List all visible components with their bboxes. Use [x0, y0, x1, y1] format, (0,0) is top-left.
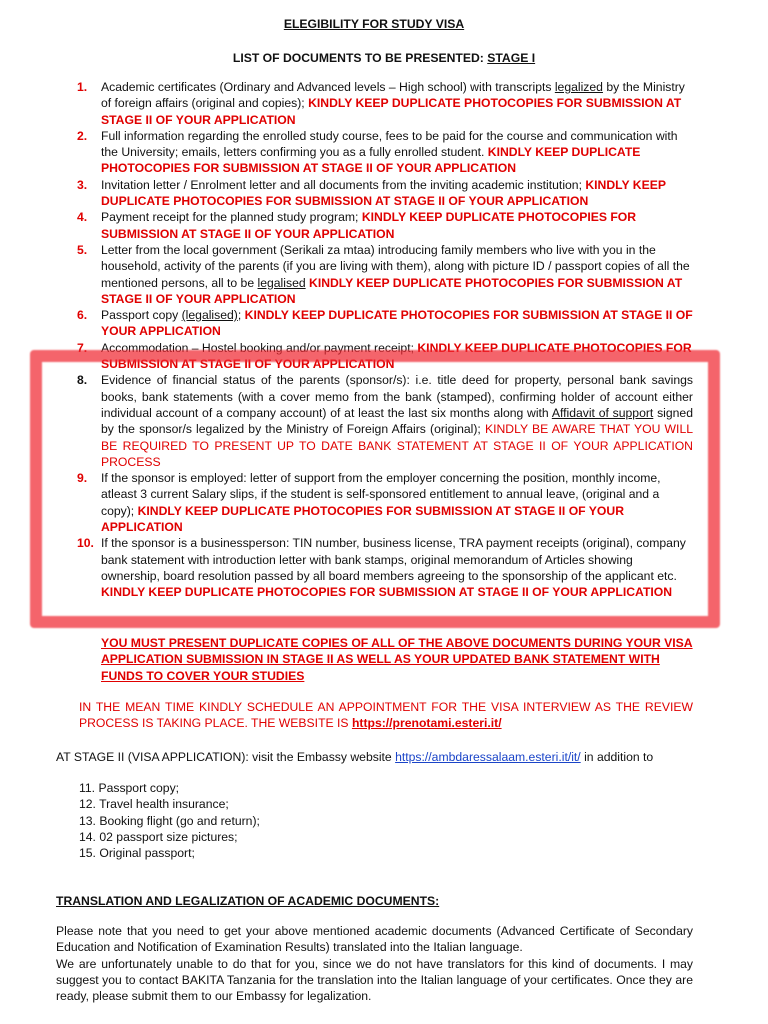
list-item: 9. If the sponsor is employed: letter of support from the employer concerning the position, monthly income, atleast 3 current Salary slips, if the student is self-sponsored entitlement to annual leave, (original and a copy); KINDLY KEEP DUPLICATE PHOTOCOPIES FOR SUBMISSION AT STAGE II OF YOUR APPLICATION — [77, 471, 661, 535]
list-item: 11. Passport copy; — [79, 781, 180, 795]
list-item: 10. If the sponsor is a businessperson: TIN number, business license, TRA payment receipts (original), company bank statement with introduction letter with bank stamps, original memorandum of Articles showing ownership, board resolution passed by all board members agreeing to the sponsorship of the applicant etc. KINDLY KEEP DUPLICATE PHOTOCOPIES FOR SUBMISSION AT STAGE II OF YOUR APPLICATION — [77, 536, 686, 600]
list-item: 3. Invitation letter / Enrolment letter and all documents from the inviting academic institution; KINDLY KEEP DUPLICATE PHOTOCOPIES FOR SUBMISSION AT STAGE II OF YOUR APPLICATION — [77, 177, 666, 209]
list-item: 2. Full information regarding the enrolled study course, fees to be paid for the course and communication with the University; emails, letters confirming you as a fully enrolled student. KINDLY KEEP DUPLICATE PHOTOCOPIES FOR SUBMISSION AT STAGE II OF YOUR APPLICATION — [77, 128, 678, 176]
list-item: 8. Evidence of financial status of the parents (sponsor/s): i.e. title deed for property, personal bank savings books, bank statements (with a cover memo from the bank (stamped), confirming holder of account either individual account of a company account) of at least the last six months along with Affidavit of support signed by the sponsor/s legalized by the Ministry of Foreign Affairs (original); KINDLY BE AWARE THAT YOU WILL BE REQUIRED TO PRESENT UP TO DATE BANK STATEMENT AT STAGE II OF YOUR APPLICATION PROCESS — [77, 373, 693, 469]
list-item: 13. Booking flight (go and return); — [79, 813, 260, 828]
document-subtitle: LIST OF DOCUMENTS TO BE PRESENTED: STAGE I — [232, 51, 536, 65]
translation-section-title: TRANSLATION AND LEGALIZATION OF ACADEMIC DOCUMENTS: — [56, 894, 440, 908]
stage-two-intro: AT STAGE II (VISA APPLICATION): visit the Embassy website https://ambdaressalaam.esteri.it/it/ in addition to — [56, 750, 654, 764]
document-title: ELEGIBILITY FOR STUDY VISA — [283, 17, 465, 31]
translation-section-body — [56, 923, 693, 1004]
list-item: 7. Accommodation – Hostel booking and/or payment receipt; KINDLY KEEP DUPLICATE PHOTOCOPIES FOR SUBMISSION AT STAGE II OF YOUR APPLICATION — [77, 340, 692, 372]
schedule-appointment-notice: IN THE MEAN TIME KINDLY SCHEDULE AN APPOINTMENT FOR THE VISA INTERVIEW AS THE REVIEW PROCESS IS TAKING PLACE. THE WEBSITE IS https://prenotami.esteri.it/ — [79, 700, 693, 731]
stage-two-document-list — [79, 780, 260, 861]
list-item: 5. Letter from the local government (Serikali za mtaa) introducing family members who live with you in the household, activity of the parents (if you are living with them), along with picture ID / passport copies of all the mentioned persons, all to be legalised KINDLY KEEP DUPLICATE PHOTOCOPIES FOR SUBMISSION AT STAGE II OF YOUR APPLICATION — [77, 242, 690, 306]
embassy-website-link[interactable]: https://ambdaressalaam.esteri.it/it/ — [395, 750, 581, 764]
list-item: 1. Academic certificates (Ordinary and Advanced levels – High school) with transcripts legalized by the Ministry of foreign affairs (original and copies); KINDLY KEEP DUPLICATE PHOTOCOPIES FOR SUBMISSION AT STAGE II OF YOUR APPLICATION — [77, 80, 685, 127]
list-item: 6. Passport copy (legalised); KINDLY KEEP DUPLICATE PHOTOCOPIES FOR SUBMISSION AT STAGE II OF YOUR APPLICATION — [77, 308, 693, 339]
list-item: 12. Travel health insurance; — [79, 797, 229, 812]
translation-paragraph-2: We are unfortunately unable to do that for you, since we do not have translators for this kind of documents. I may suggest you to contact BAKITA Tanzania for the translation into the Italian language of your certificates. Once they are ready, please submit them to our Embassy for legalization. — [56, 956, 693, 1004]
duplicate-copies-notice: YOU MUST PRESENT DUPLICATE COPIES OF ALL OF THE ABOVE DOCUMENTS DURING YOUR VISA APPLICATION SUBMISSION IN STAGE II AS WELL AS YOUR UPDATED BANK STATEMENT WITH FUNDS TO COVER YOUR STUDIES — [101, 636, 693, 683]
list-item: 15. Original passport; — [79, 846, 195, 861]
translation-paragraph-1: Please note that you need to get your above mentioned academic documents (Advanced Certificate of Secondary Education and Notification of Examination Results) translated into the Italian language. — [56, 924, 693, 955]
stage-one-document-list — [77, 79, 693, 601]
prenotami-link[interactable]: https://prenotami.esteri.it/ — [351, 716, 502, 731]
list-item: 4. Payment receipt for the planned study program; KINDLY KEEP DUPLICATE PHOTOCOPIES FOR SUBMISSION AT STAGE II OF YOUR APPLICATION — [77, 210, 637, 241]
list-item: 14. 02 passport size pictures; — [79, 829, 238, 844]
